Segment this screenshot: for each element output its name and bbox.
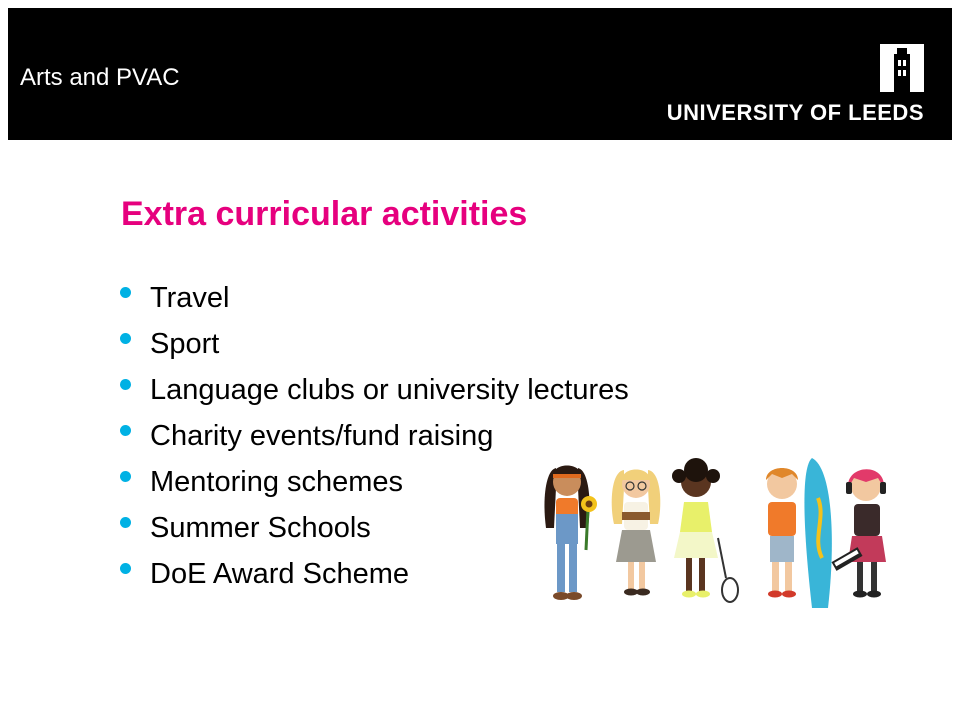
bullet-icon xyxy=(120,333,131,344)
department-label: Arts and PVAC xyxy=(20,64,180,91)
cartoon-children-illustration xyxy=(536,458,900,610)
bullet-text: Sport xyxy=(150,328,220,360)
university-logo xyxy=(664,44,924,128)
child-figure xyxy=(766,458,832,608)
bullet-icon xyxy=(120,287,131,298)
bullet-icon xyxy=(120,563,131,574)
bullet-text: Charity events/fund raising xyxy=(150,420,494,452)
bullet-text: Summer Schools xyxy=(150,512,371,544)
child-figure xyxy=(544,466,597,601)
bullet-icon xyxy=(120,471,131,482)
bullet-icon xyxy=(120,425,131,436)
bullet-text: Travel xyxy=(150,282,230,314)
bullet-text: Language clubs or university lectures xyxy=(150,374,629,406)
list-item xyxy=(118,278,629,324)
child-figure xyxy=(832,469,886,597)
list-item xyxy=(118,324,629,370)
child-figure xyxy=(612,470,661,596)
bullet-icon xyxy=(120,517,131,528)
bullet-text: Mentoring schemes xyxy=(150,466,404,498)
logo-text: UNIVERSITY OF LEEDS xyxy=(666,100,924,125)
bullet-icon xyxy=(120,379,131,390)
slide-title: Extra curricular activities xyxy=(121,195,528,233)
header-bar xyxy=(8,8,952,140)
parkinson-tower-icon xyxy=(880,44,924,92)
list-item xyxy=(118,416,629,462)
list-item xyxy=(118,370,629,416)
bullet-text: DoE Award Scheme xyxy=(150,558,409,590)
child-figure xyxy=(672,458,738,602)
